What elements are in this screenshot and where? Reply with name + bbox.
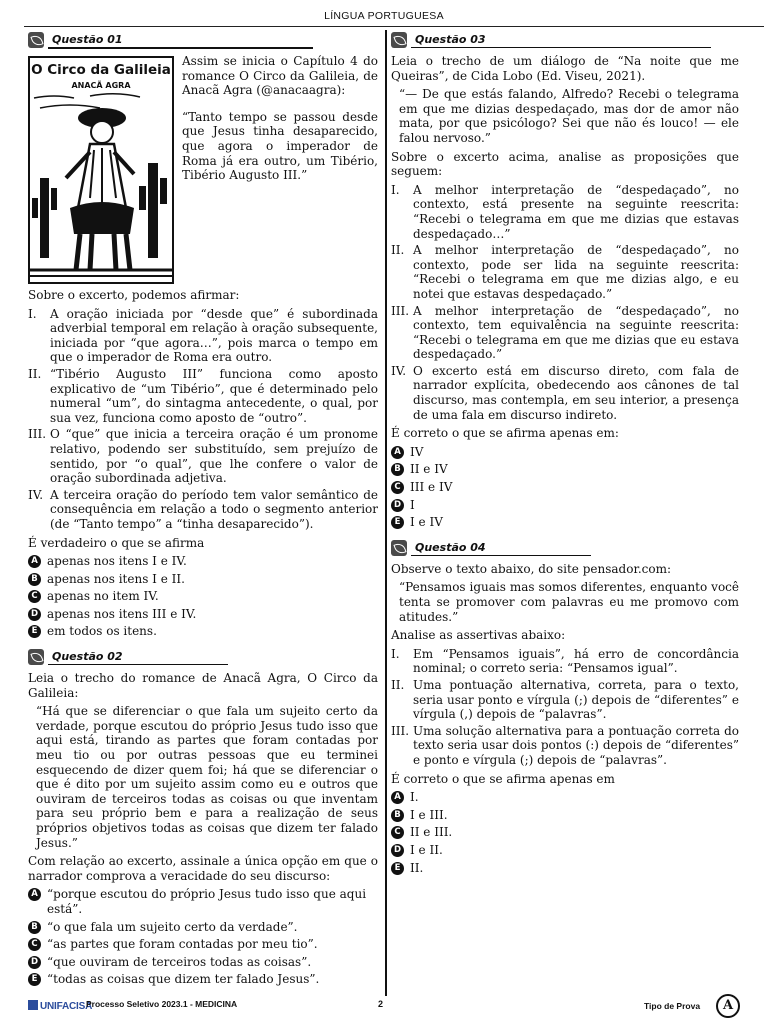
option-letter-badge: A	[28, 555, 41, 568]
process-label: Processo Seletivo 2023.1 - MEDICINA	[86, 999, 238, 1009]
statement-item: IV. A terceira oração do período tem valor semântico de consequência em relação a todo o segmento anterior (de “Tanto tempo” a “tinha desaparecido”).	[28, 487, 378, 531]
statement-item: I. A melhor interpretação de “despedaçado”, no contexto, está presente na seguinte reescrita: “Recebi o telegrama em que me dizias que estavas despedaçado…”	[391, 182, 739, 241]
book-cover-illustration	[30, 58, 172, 282]
statement-item: II. Uma pontuação alternativa, correta, para o texto, seria usar ponto e vírgula (;) depois de “diferentes” e vírgula (,) depois de “palavras”.	[391, 677, 739, 722]
column-divider	[385, 30, 387, 996]
option-e[interactable]: E em todos os itens.	[28, 624, 378, 639]
option-e[interactable]: E II.	[391, 861, 739, 876]
q01-intro: Assim se inicia o Capítulo 4 do romance O Circo da Galileia, de Anacã Agra (@anacaagra):	[182, 54, 378, 98]
page-number: 2	[378, 999, 384, 1009]
q04-items	[391, 647, 739, 768]
option-d[interactable]: D I	[391, 498, 739, 513]
question-04	[391, 538, 739, 875]
leaf-icon	[391, 32, 407, 48]
option-letter-badge: D	[28, 956, 41, 969]
option-letter-badge: C	[391, 481, 404, 494]
q04-intro: Observe o texto abaixo, do site pensador.com:	[391, 561, 672, 576]
q02-options	[28, 887, 378, 987]
option-d[interactable]: D “que ouviram de terceiros todas as coisas”.	[28, 955, 378, 970]
title-underline	[48, 47, 313, 49]
leaf-icon	[28, 32, 44, 48]
option-letter-badge: B	[28, 573, 41, 586]
option-d[interactable]: D I e II.	[391, 843, 739, 858]
exam-type-label: Tipo de Prova	[644, 1001, 701, 1011]
exam-type-badge: A	[716, 994, 740, 1018]
option-letter-badge: B	[391, 809, 404, 822]
unifacisa-logo: UNIFACISA	[28, 1000, 92, 1012]
option-letter-badge: A	[391, 791, 404, 804]
option-b[interactable]: B apenas nos itens I e II.	[28, 572, 378, 587]
option-letter-badge: E	[28, 973, 41, 986]
leaf-icon	[28, 649, 44, 665]
statement-item: II. “Tibério Augusto III” funciona como aposto explicativo de “um Tibério”, que é determinado pelo numeral “um”, do sintagma antecedente, o qual, por sua vez, funciona como aposto de “outro”.	[28, 366, 378, 425]
option-c[interactable]: C II e III.	[391, 825, 739, 840]
q02-intro: Leia o trecho do romance de Anacã Agra, O Circo da Galileia:	[28, 671, 378, 700]
option-letter-badge: B	[28, 921, 41, 934]
option-letter-badge: E	[391, 516, 404, 529]
header-divider	[24, 26, 764, 27]
option-b[interactable]: B “o que fala um sujeito certo da verdade”.	[28, 920, 378, 935]
statement-item: I. Em “Pensamos iguais”, há erro de concordância nominal; o correto seria: “Pensamos igual”.	[391, 646, 739, 676]
statement-item: III. A melhor interpretação de “despedaçado”, no contexto, tem equivalência na seguinte reescrita: “Recebi o telegrama em que me dizias que eu estava despedaçado.”	[391, 303, 739, 362]
option-letter-badge: D	[391, 844, 404, 857]
question-03	[391, 30, 739, 530]
q02-excerpt: “Há que se diferenciar o que fala um sujeito certo da verdade, porque escutou do próprio Jesus tudo isso que aqui está, tirando as partes que foram contadas por meu tio ou por outras pessoas que eu terminei esquecendo de dizer quem foi; há que se diferenciar o que é dito por um sujeito assim como eu e outros que ouviram de terceiros todas as coisas ou que inventam para seu próprio bem e para a realização de seus próprios objetivos todas as coisas que dizem ter falado Jesus.”	[36, 704, 378, 850]
statement-item: III. Uma solução alternativa para a pontuação correta do texto seria usar dois pontos (:) depois de “diferentes” e ponto e vírgula (;) depois de “palavras”.	[391, 723, 739, 767]
title-underline	[411, 47, 711, 48]
option-letter-badge: A	[28, 888, 41, 901]
page-header: LÍNGUA PORTUGUESA	[324, 10, 444, 22]
option-c[interactable]: C III e IV	[391, 480, 739, 495]
q04-question: É correto o que se afirma apenas em	[391, 771, 615, 786]
book-cover-image	[28, 56, 174, 284]
book-author: ANACÃ AGRA	[71, 81, 131, 90]
q03-items	[391, 183, 739, 423]
q03-excerpt: “— De que estás falando, Alfredo? Recebi o telegrama em que me dizias despedaçado, mas dor de amor não mata, por que psicólogo? Sei que não és louco! — ele falou nervoso.”	[399, 87, 739, 145]
q03-question: É correto o que se afirma apenas em:	[391, 426, 619, 441]
option-c[interactable]: C “as partes que foram contadas por meu tio”.	[28, 937, 378, 952]
q03-intro: Leia o trecho de um diálogo de “Na noite que me Queiras”, de Cida Lobo (Ed. Viseu, 2021).	[391, 54, 739, 83]
option-e[interactable]: E I e IV	[391, 515, 739, 530]
question-title: Questão 02	[52, 649, 123, 663]
option-letter-badge: D	[391, 499, 404, 512]
statement-item: I. A oração iniciada por “desde que” é subordinada adverbial temporal em relação à oração subsequente, iniciada por “que agora…”, pois marca o tempo em que o imperador de Roma era outro.	[28, 306, 378, 365]
question-title: Questão 04	[415, 540, 486, 554]
q02-question: Com relação ao excerto, assinale a única opção em que o narrador comprova a veracidade do seu discurso:	[28, 854, 378, 883]
option-letter-badge: E	[28, 625, 41, 638]
option-e[interactable]: E “todas as coisas que dizem ter falado Jesus”.	[28, 972, 378, 987]
option-b[interactable]: B II e IV	[391, 462, 739, 477]
question-01	[28, 30, 378, 639]
option-b[interactable]: B I e III.	[391, 808, 739, 823]
q04-options	[391, 790, 739, 875]
title-underline	[48, 664, 228, 665]
option-c[interactable]: C apenas no item IV.	[28, 589, 378, 604]
option-letter-badge: C	[28, 938, 41, 951]
statement-item: IV. O excerto está em discurso direto, com fala de narrador explícita, obedecendo aos cânones de tal discurso, mas contempla, em seu interior, a presença de uma fala em discurso indireto.	[391, 363, 739, 422]
leaf-icon	[391, 540, 407, 556]
q01-options	[28, 554, 378, 639]
option-a[interactable]: A I.	[391, 790, 739, 805]
option-letter-badge: E	[391, 862, 404, 875]
title-underline	[411, 555, 591, 556]
option-a[interactable]: A IV	[391, 445, 739, 460]
question-title: Questão 01	[52, 32, 123, 46]
option-a[interactable]: A “porque escutou do próprio Jesus tudo isso que aqui está”.	[28, 887, 378, 916]
option-letter-badge: C	[391, 826, 404, 839]
option-a[interactable]: A apenas nos itens I e IV.	[28, 554, 378, 569]
left-column	[28, 30, 378, 987]
question-title: Questão 03	[415, 32, 486, 46]
option-letter-badge: D	[28, 608, 41, 621]
q04-lead: Analise as assertivas abaixo:	[391, 628, 566, 643]
q01-excerpt: “Tanto tempo se passou desde que Jesus tinha desaparecido, que agora o imperador de Roma já era outro, um Tibério, Tibério Augusto III.”	[182, 109, 378, 183]
option-letter-badge: B	[391, 463, 404, 476]
question-02	[28, 647, 378, 987]
option-d[interactable]: D apenas nos itens III e IV.	[28, 607, 378, 622]
statement-item: III. O “que” que inicia a terceira oração é um pronome relativo, podendo ser substituído, sem prejuízo de sentido, por “o qual”, que lhe confere o valor de oração subordinada adjetiva.	[28, 427, 378, 486]
q01-question: É verdadeiro o que se afirma	[28, 535, 205, 550]
statement-item: II. A melhor interpretação de “despedaçado”, no contexto, pode ser lida na seguinte reescrita: “Recebi o telegrama em que me dizias algo, e eu notei que estavas despedaçado.”	[391, 243, 739, 301]
q03-lead: Sobre o excerto acima, analise as proposições que seguem:	[391, 149, 739, 179]
option-letter-badge: A	[391, 446, 404, 459]
page-footer	[24, 998, 764, 1020]
q01-lead: Sobre o excerto, podemos afirmar:	[28, 288, 240, 302]
book-title: O Circo da Galileia	[31, 62, 171, 78]
q01-items	[28, 307, 378, 532]
q03-options	[391, 445, 739, 530]
q04-excerpt: “Pensamos iguais mas somos diferentes, enquanto você tenta se promover com palavras eu me promovo com atitudes.”	[399, 580, 739, 624]
option-letter-badge: C	[28, 590, 41, 603]
right-column	[391, 30, 739, 875]
logo-mark-icon	[28, 1000, 38, 1010]
